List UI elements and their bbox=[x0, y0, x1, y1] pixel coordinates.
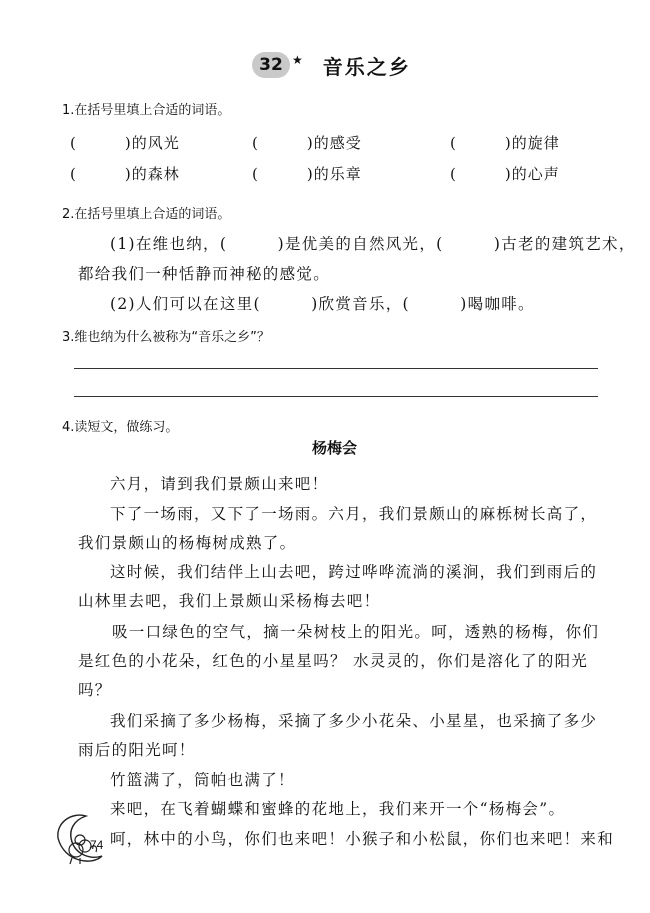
question-1-prompt: 1.在括号里填上合适的词语。 bbox=[62, 103, 231, 118]
page-number: 74 bbox=[90, 838, 104, 852]
page-title: 音乐之乡 bbox=[322, 54, 411, 79]
q1-blank-5: ( )的乐章 bbox=[252, 165, 362, 183]
passage-line: 这时候，我们结伴上山去吧，跨过哗哗流淌的溪涧，我们到雨后的 bbox=[110, 563, 598, 581]
passage-line: 下了一场雨，又下了一场雨。六月，我们景颇山的麻栎树长高了， bbox=[110, 505, 598, 523]
lesson-number-badge bbox=[252, 52, 290, 78]
passage-line: 山林里去吧，我们上景颇山采杨梅去吧！ bbox=[78, 592, 381, 610]
question-2-prompt: 2.在括号里填上合适的词语。 bbox=[62, 207, 231, 222]
passage-line: 六月，请到我们景颇山来吧！ bbox=[110, 475, 329, 493]
q2-line-3: (2)人们可以在这里( )欣赏音乐，( )喝咖啡。 bbox=[110, 295, 535, 313]
star-icon: ★ bbox=[292, 53, 303, 67]
passage-title: 杨梅会 bbox=[312, 439, 358, 457]
passage-line: 竹篮满了，筒帕也满了！ bbox=[110, 771, 295, 789]
q1-blank-2: ( )的感受 bbox=[252, 134, 362, 152]
question-3-prompt: 3.维也纳为什么被称为“音乐之乡”？ bbox=[62, 330, 270, 345]
answer-line-1 bbox=[74, 368, 598, 369]
q1-blank-4: ( )的森林 bbox=[70, 165, 180, 183]
q1-blank-6: ( )的心声 bbox=[450, 165, 560, 183]
lesson-header bbox=[252, 50, 411, 80]
passage-line: 我们采摘了多少杨梅，采摘了多少小花朵、小星星，也采摘了多少 bbox=[110, 712, 598, 730]
passage-line: 雨后的阳光呵！ bbox=[78, 741, 196, 759]
passage-line: 我们景颇山的杨梅树成熟了。 bbox=[78, 534, 297, 552]
passage-line: 来吧，在飞着蝴蝶和蜜蜂的花地上，我们来开一个“杨梅会”。 bbox=[110, 800, 566, 818]
q1-blank-1: ( )的风光 bbox=[70, 134, 180, 152]
q2-line-2: 都给我们一种恬静而神秘的感觉。 bbox=[78, 265, 331, 283]
passage-line: 是红色的小花朵，红色的小星星吗？ 水灵灵的，你们是溶化了的阳光 bbox=[78, 652, 589, 670]
footer-decoration bbox=[50, 808, 120, 868]
answer-line-2 bbox=[74, 396, 598, 397]
passage-line: 呵，林中的小鸟，你们也来吧！小猴子和小松鼠，你们也来吧！来和 bbox=[110, 830, 615, 848]
lesson-number: 32 bbox=[259, 55, 283, 75]
q2-line-1: (1)在维也纳，( )是优美的自然风光，( )古老的建筑艺术， bbox=[110, 235, 636, 253]
passage-line: 吸一口绿色的空气，摘一朵树枝上的阳光。呵，透熟的杨梅，你们 bbox=[112, 623, 600, 641]
passage-line: 吗？ bbox=[78, 681, 112, 699]
sheep-moon-icon bbox=[50, 808, 120, 868]
q1-blank-3: ( )的旋律 bbox=[450, 134, 560, 152]
question-4-prompt: 4.读短文，做练习。 bbox=[62, 420, 179, 435]
